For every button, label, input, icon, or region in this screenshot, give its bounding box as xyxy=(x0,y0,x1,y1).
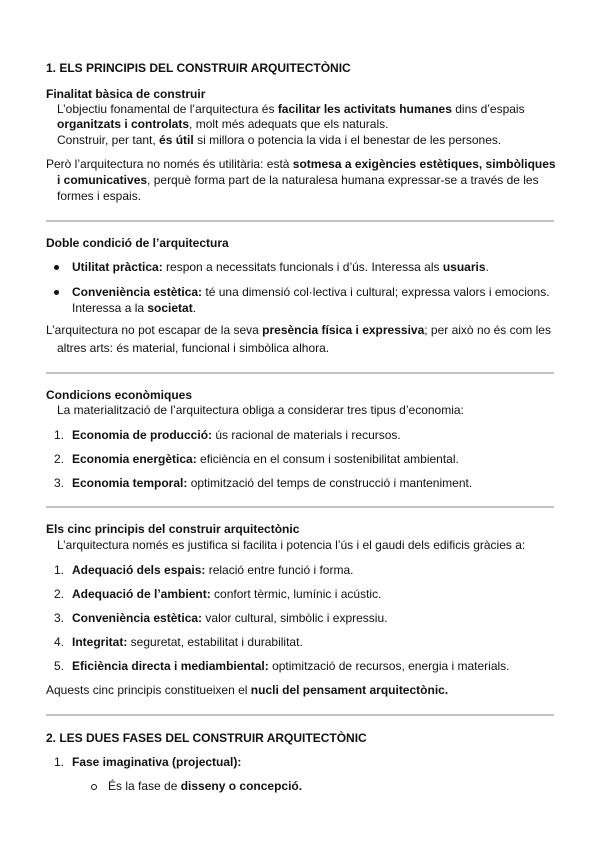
subheading-cinc: Els cinc principis del construir arquitectònic xyxy=(46,522,300,536)
subheading-condicions: Condicions econòmiques xyxy=(46,388,193,402)
list-item: Utilitat pràctica: respon a necessitats funcionals i d’ús. Interessa als usuaris. xyxy=(72,260,489,274)
paragraph-line: L’arquitectura no pot escapar de la seva presència física i expressiva; per això no és com les xyxy=(46,323,551,337)
subheading-doble: Doble condició de l’arquitectura xyxy=(46,236,229,250)
intro-line: L’arquitectura només es justifica si facilita i potencia l’ús i el gaudi dels edificis gràcies a: xyxy=(57,538,526,552)
paragraph-line: formes i espais. xyxy=(57,189,142,203)
numbered-item: 2. xyxy=(54,452,65,466)
paragraph-line: altres arts: és material, funcional i simbòlica alhora. xyxy=(57,341,330,355)
paragraph-line: Però l’arquitectura no només és utilitària: està sotmesa a exigències estètiques, simbòliques xyxy=(46,157,556,171)
numbered-item: 1. xyxy=(54,563,65,577)
bullet-icon xyxy=(54,290,59,295)
subheading-finalitat: Finalitat bàsica de construir xyxy=(46,87,206,101)
divider xyxy=(46,372,554,374)
section-title: 1. ELS PRINCIPIS DEL CONSTRUIR ARQUITECTÒNIC xyxy=(46,61,351,75)
list-item: Conveniència estètica: té una dimensió col·lectiva i cultural; expressa valors i emocions. xyxy=(72,285,550,299)
numbered-item-text: Adequació de l’ambient: confort tèrmic, lumínic i acústic. xyxy=(72,587,382,601)
numbered-item-text: Economia de producció: ús racional de materials i recursos. xyxy=(72,428,401,442)
sub-list-item: És la fase de disseny o concepció. xyxy=(108,779,303,793)
numbered-item-text: Integritat: seguretat, estabilitat i durabilitat. xyxy=(72,635,303,649)
numbered-item: 4. xyxy=(54,635,65,649)
bullet-icon xyxy=(54,265,59,270)
numbered-item: 1. xyxy=(54,755,65,769)
numbered-item: 1. xyxy=(54,428,65,442)
numbered-item: 2. xyxy=(54,587,65,601)
numbered-item-text: Fase imaginativa (projectual): xyxy=(72,755,242,769)
divider xyxy=(46,220,554,222)
paragraph-line: i comunicatives, perquè forma part de la naturalesa humana expressar-se a través de les xyxy=(57,173,539,187)
intro-line: La materialització de l’arquitectura obliga a considerar tres tipus d’economia: xyxy=(57,403,464,417)
numbered-item: 5. xyxy=(54,659,65,673)
divider xyxy=(46,714,554,716)
numbered-item-text: Economia energètica: eficiència en el consum i sostenibilitat ambiental. xyxy=(72,452,459,466)
numbered-item-text: Eficiència directa i mediambiental: optimització de recursos, energia i materials. xyxy=(72,659,510,673)
closing-line: Aquests cinc principis constitueixen el nucli del pensament arquitectònic. xyxy=(46,683,449,697)
numbered-item: 3. xyxy=(54,611,65,625)
numbered-item: 3. xyxy=(54,476,65,490)
numbered-item-text: Conveniència estètica: valor cultural, simbòlic i expressiu. xyxy=(72,611,388,625)
section-title: 2. LES DUES FASES DEL CONSTRUIR ARQUITECTÒNIC xyxy=(46,731,367,745)
numbered-item-text: Economia temporal: optimització del temps de construcció i manteniment. xyxy=(72,476,473,490)
list-item-continuation: Interessa a la societat. xyxy=(72,301,197,315)
circle-bullet-icon xyxy=(91,784,97,790)
paragraph-line: organitzats i controlats, molt més adequats que els naturals. xyxy=(57,117,389,131)
numbered-item-text: Adequació dels espais: relació entre funció i forma. xyxy=(72,563,354,577)
divider xyxy=(46,506,554,508)
paragraph-line: L’objectiu fonamental de l’arquitectura és facilitar les activitats humanes dins d’espais xyxy=(57,102,525,116)
paragraph-line: Construir, per tant, és útil si millora o potencia la vida i el benestar de les persones. xyxy=(57,133,502,147)
